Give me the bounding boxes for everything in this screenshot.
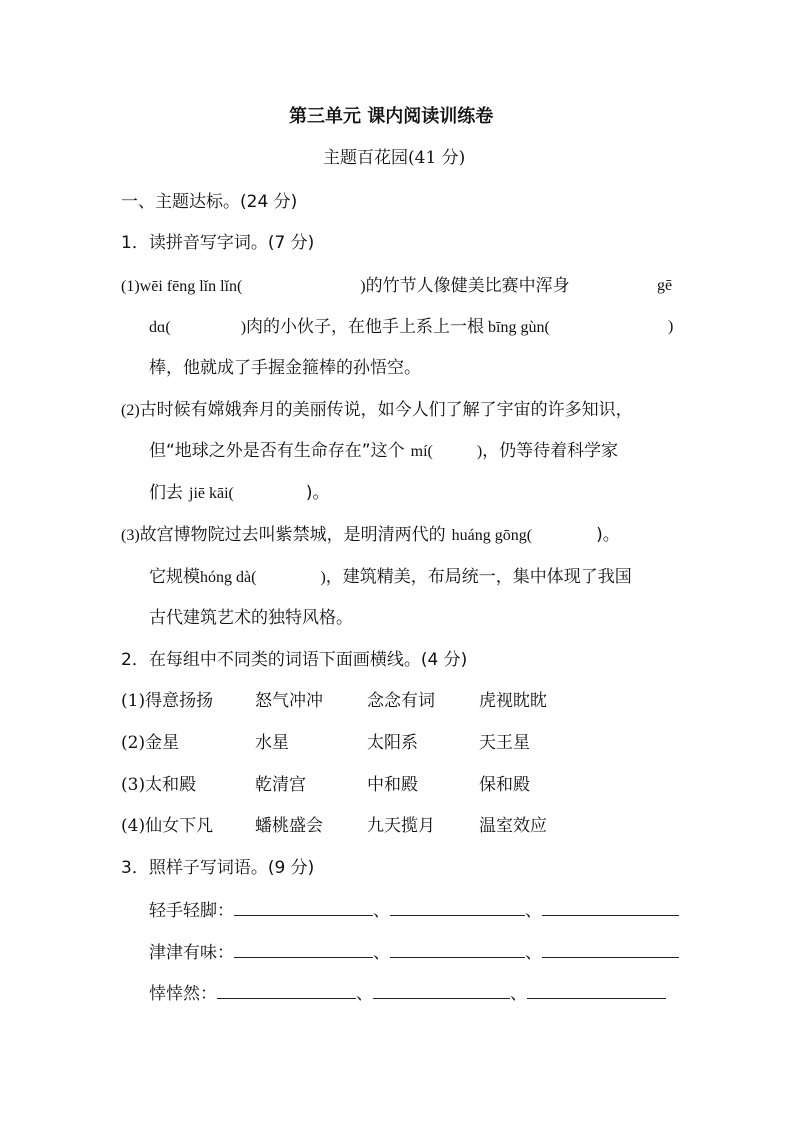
answer-line[interactable] (234, 940, 373, 958)
separator: 、 (525, 943, 542, 963)
answer-line[interactable] (234, 898, 373, 916)
answer-line[interactable] (390, 898, 525, 916)
answer-line[interactable] (527, 981, 666, 999)
q2-word: (4)仙女下凡 (121, 816, 214, 836)
separator: 、 (510, 984, 527, 1004)
q1-item-3-line-3: 古代建筑艺术的独特风格。 (149, 608, 353, 628)
q1-item-3-line-1 (121, 523, 620, 548)
q2-word: 天王星 (479, 733, 530, 753)
item-number: (3) (121, 527, 140, 544)
paren-open: ( (427, 443, 433, 460)
answer-line[interactable] (542, 898, 679, 916)
q3-row (149, 940, 679, 965)
q2-word: 中和殿 (367, 775, 418, 795)
separator: 、 (373, 901, 390, 921)
q1-item-2-line-3 (149, 481, 330, 506)
q1-item-3-line-2 (149, 565, 632, 590)
q2-word: 怒气冲冲 (255, 691, 323, 711)
page-subtitle: 主题百花园(41 分) (323, 148, 466, 168)
q1-item-1-line-3: 棒，他就成了手握金箍棒的孙悟空。 (149, 358, 421, 378)
separator: 、 (525, 901, 542, 921)
body-text: 它规模 (149, 567, 200, 587)
q2-word: 九天揽月 (367, 816, 435, 836)
question-1-heading: 1．读拼音写字词。(7 分) (121, 233, 315, 253)
separator: 、 (373, 943, 390, 963)
pinyin-text: bīng gùn( (488, 319, 550, 336)
item-number: (1) (121, 278, 140, 295)
paren-close: ) (320, 569, 326, 586)
pinyin-text: jiē kāi( (189, 485, 234, 502)
answer-line[interactable] (373, 981, 510, 999)
section-heading: 一、主题达标。(24 分) (121, 192, 298, 212)
answer-line[interactable] (390, 940, 525, 958)
body-text: 肉的小伙子，在他手上系上一根 (246, 317, 485, 337)
body-text: 古时候有嫦娥奔月的美丽传说，如今人们了解了宇宙的许多知识， (139, 400, 633, 420)
q3-row (149, 981, 666, 1006)
q2-word: 念念有词 (367, 691, 435, 711)
q2-word: (3)太和殿 (121, 775, 197, 795)
q2-word: 蟠桃盛会 (255, 816, 323, 836)
word-example: 轻手轻脚： (149, 901, 234, 921)
q2-word: (1)得意扬扬 (121, 691, 214, 711)
pinyin-text: dɑ( (149, 319, 171, 336)
paren-close: )。 (305, 483, 330, 503)
pinyin-text: wēi fēng lǐn lǐn( (139, 278, 243, 295)
page-title: 第三单元 课内阅读训练卷 (289, 106, 494, 127)
answer-line[interactable] (542, 940, 679, 958)
q2-word: 乾清宫 (255, 775, 306, 795)
pinyin-text: gē (657, 277, 673, 294)
paren-close: ) (240, 319, 247, 336)
q2-word: 保和殿 (479, 775, 530, 795)
q1-item-2-line-2 (149, 439, 618, 464)
paren-close: ) (360, 278, 366, 295)
item-number: (2) (121, 402, 140, 419)
body-text: ，建筑精美，布局统一，集中体现了我国 (325, 567, 632, 587)
separator: 、 (356, 984, 373, 1004)
pinyin-text: huáng gōng( (451, 527, 533, 544)
body-text: 但“地球之外是否有生命存在”这个 (149, 441, 405, 461)
paren-close: ) (668, 318, 674, 335)
q1-item-2-line-1 (121, 398, 633, 423)
q2-word: 温室效应 (479, 816, 547, 836)
paren-close: )。 (596, 525, 620, 545)
q2-word: 虎视眈眈 (479, 691, 547, 711)
q3-row (149, 898, 679, 923)
body-text: 故宫博物院过去叫紫禁城，是明清两代的 (139, 525, 446, 545)
q2-word: 太阳系 (367, 733, 418, 753)
body-text: 们去 (149, 483, 183, 503)
q2-word: (2)金星 (121, 733, 180, 753)
q1-item-1-line-2 (149, 315, 550, 340)
q2-word: 水星 (255, 733, 289, 753)
body-text: 的竹节人像健美比赛中浑身 (365, 276, 570, 296)
question-2-heading: 2．在每组中不同类的词语下面画横线。(4 分) (121, 650, 468, 670)
word-example: 津津有味： (149, 943, 234, 963)
q1-item-1-line-1 (121, 274, 570, 299)
pinyin-text: mí (410, 443, 428, 460)
paren-close: ) (476, 443, 483, 460)
answer-line[interactable] (217, 981, 356, 999)
body-text: ，仍等待着科学家 (482, 441, 619, 461)
question-3-heading: 3．照样子写词语。(9 分) (121, 858, 315, 878)
word-example: 悻悻然： (149, 984, 217, 1004)
pinyin-text: hóng dà( (200, 569, 257, 586)
